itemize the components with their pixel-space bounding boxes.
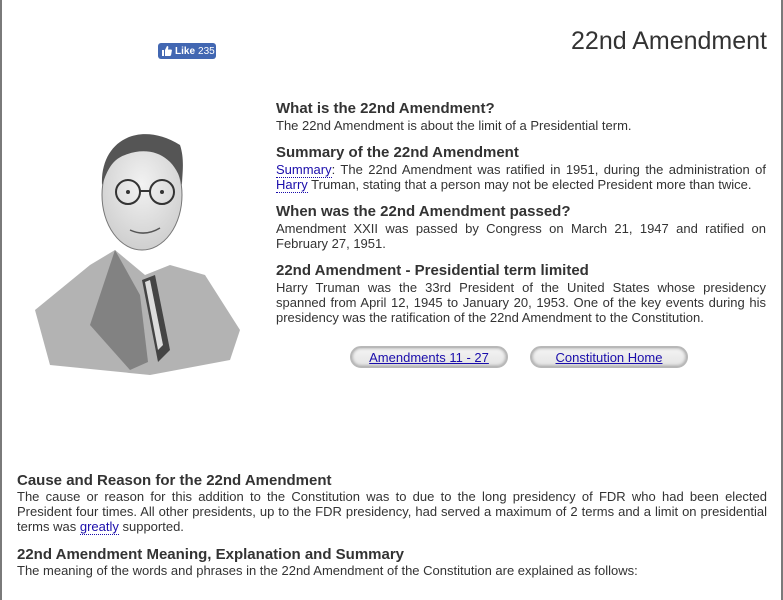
section-heading: Summary of the 22nd Amendment [276, 144, 519, 161]
section-text: The 22nd Amendment is about the limit of a Presidential term. [276, 118, 632, 133]
harry-link[interactable]: Harry [276, 177, 308, 192]
facebook-like-button[interactable] [158, 43, 216, 59]
like-count: 235 [198, 45, 215, 57]
section-text: The cause or reason for this addition to the Constitution was to due to the long presidency of FDR who had been elected President four times. All other presidents, up to the FDR presidency, had served a maximum of 2 terms and a limit on presidential terms was greatly supported. [17, 489, 767, 534]
constitution-home-button[interactable] [530, 346, 688, 368]
section-heading: 22nd Amendment Meaning, Explanation and Summary [17, 546, 405, 563]
main-content [276, 100, 766, 336]
nav-buttons [350, 346, 688, 368]
constitution-home-link[interactable]: Constitution Home [555, 349, 663, 365]
section-text: The meaning of the words and phrases in the 22nd Amendment of the Constitution are explained as follows: [17, 563, 638, 578]
thumbs-up-icon [162, 46, 172, 56]
summary-link[interactable]: Summary [276, 162, 332, 177]
section-heading: Cause and Reason for the 22nd Amendment [17, 472, 332, 489]
section-text: Amendment XXII was passed by Congress on March 21, 1947 and ratified on February 27, 1951. [276, 221, 766, 251]
lower-content [17, 472, 767, 590]
amendments-11-27-button[interactable] [350, 346, 508, 368]
truman-portrait-image [30, 100, 255, 380]
like-label: Like [175, 45, 196, 57]
amendments-11-27-link[interactable]: Amendments 11 - 27 [369, 349, 489, 365]
section-heading: When was the 22nd Amendment passed? [276, 203, 571, 220]
section-text: Summary: The 22nd Amendment was ratified in 1951, during the administration of Harry Truman, stating that a person may not be elected President more than twice. [276, 162, 766, 192]
section-heading: What is the 22nd Amendment? [276, 100, 495, 117]
section-text: Harry Truman was the 33rd President of the United States whose presidency spanned from April 12, 1945 to January 20, 1953. One of the key events during his presidency was the ratification of the 22nd Amendment to the Constitution. [276, 280, 766, 325]
page-title: 22nd Amendment [571, 27, 767, 55]
greatly-link[interactable]: greatly [79, 519, 119, 534]
section-heading: 22nd Amendment - Presidential term limited [276, 262, 589, 279]
